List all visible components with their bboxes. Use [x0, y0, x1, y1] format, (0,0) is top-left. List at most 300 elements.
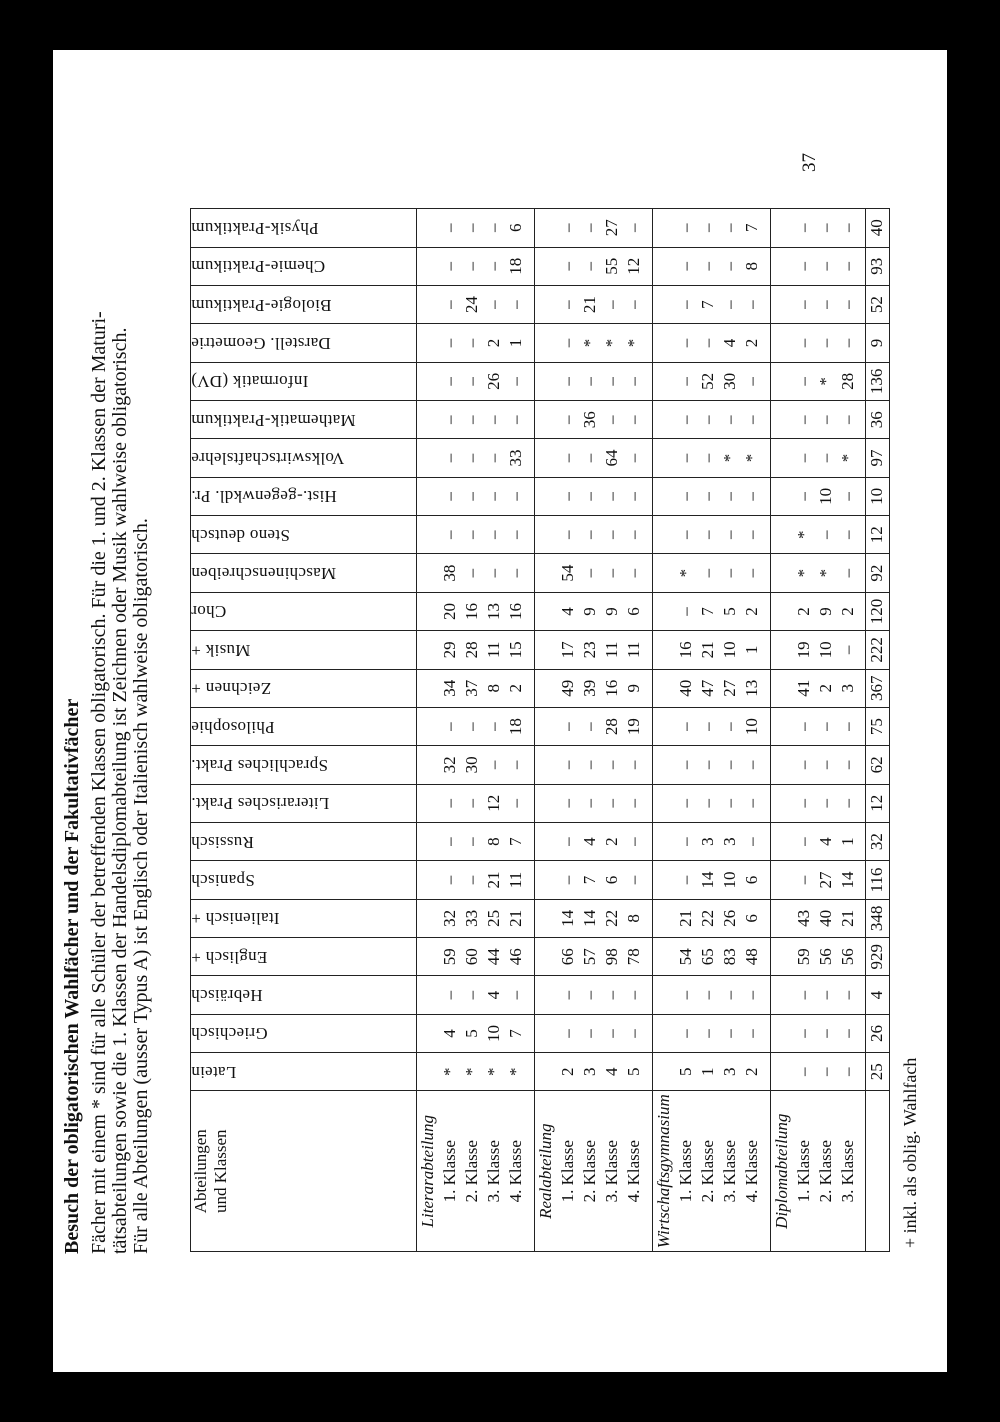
column-header-label: Informatik (DV): [191, 372, 309, 392]
column-header: [191, 247, 417, 285]
cell-value: 65: [697, 948, 717, 966]
column-header: [191, 477, 417, 515]
spacer: [535, 785, 557, 822]
class-label: 2. Klasse: [579, 1140, 599, 1203]
cell-value: –: [623, 990, 643, 1000]
cell-value: 49: [557, 679, 577, 697]
value-cell: [652, 938, 770, 976]
cell-value: –: [440, 377, 459, 386]
class-label: 2. Klasse: [815, 1140, 835, 1203]
value-cell: [770, 669, 865, 707]
cell-value: –: [462, 837, 481, 846]
cell-value: –: [462, 799, 481, 808]
cell-value: –: [484, 722, 503, 731]
cell-value: –: [484, 453, 503, 463]
cell-value: –: [837, 760, 857, 770]
spacer: [771, 248, 793, 285]
cell-value: 2: [484, 338, 503, 348]
section-name: Wirtschaftsgymnasium: [653, 1094, 673, 1249]
section-row-header: [534, 1091, 652, 1252]
spacer: [771, 478, 793, 515]
cell-value: –: [793, 760, 813, 770]
cell-value: –: [741, 415, 761, 424]
spacer: [417, 976, 439, 1013]
spacer: [653, 670, 675, 707]
cell-value: –: [601, 377, 621, 386]
value-cell: [417, 707, 535, 745]
spacer: [417, 938, 439, 975]
cell-value: –: [579, 453, 599, 463]
cell-value: 10: [719, 641, 739, 659]
column-header-label: Physik-Praktikum: [191, 218, 319, 238]
value-cell: [652, 899, 770, 937]
cell-value: 48: [741, 948, 761, 966]
column-header-label: Spanisch: [191, 871, 255, 890]
cell-value: 4: [601, 1067, 621, 1077]
cell-value: –: [719, 1029, 739, 1038]
cell-value: 57: [579, 948, 599, 966]
cell-value: –: [719, 990, 739, 1000]
value-cell: [417, 899, 535, 937]
section-row: [417, 209, 535, 1252]
column-header-label: Latein: [191, 1062, 237, 1082]
cell-value: –: [623, 492, 643, 501]
column-header-label: Sprachliches Prakt.: [191, 755, 328, 775]
cell-value: –: [837, 1067, 857, 1077]
column-header: [191, 554, 417, 592]
cell-value: *: [793, 530, 813, 540]
cell-value: 10: [815, 487, 835, 505]
cell-value: 28: [601, 718, 621, 736]
cell-value: –: [462, 492, 481, 501]
cell-value: 8: [484, 683, 503, 693]
cell-value: –: [697, 760, 717, 770]
cell-value: –: [675, 262, 695, 271]
column-header: [191, 285, 417, 323]
spacer: [771, 516, 793, 553]
spacer: [653, 401, 675, 438]
column-header: [191, 1014, 417, 1052]
column-header: [191, 899, 417, 937]
spacer: [535, 401, 557, 438]
cell-value: 10: [484, 1024, 503, 1042]
total-value: 52: [865, 285, 890, 323]
spacer: [535, 670, 557, 707]
cell-value: –: [623, 300, 643, 309]
cell-value: 46: [506, 948, 525, 966]
total-value: 92: [865, 554, 890, 592]
cell-value: –: [741, 1029, 761, 1038]
cell-value: –: [719, 760, 739, 770]
column-header: [191, 707, 417, 745]
spacer: [535, 823, 557, 860]
value-cell: [652, 324, 770, 362]
cell-value: –: [793, 837, 813, 846]
cell-value: –: [837, 990, 857, 1000]
total-value: 348: [865, 899, 890, 937]
cell-value: 4: [484, 990, 503, 1000]
cell-value: 16: [462, 602, 481, 620]
total-value: 116: [865, 861, 890, 899]
column-header: [191, 592, 417, 630]
total-value: 222: [865, 631, 890, 669]
class-label: 1. Klasse: [793, 1140, 813, 1203]
cell-value: –: [601, 530, 621, 540]
cell-value: 34: [440, 679, 459, 697]
cell-value: 23: [579, 641, 599, 659]
cell-value: 10: [815, 641, 835, 659]
cell-value: 33: [462, 909, 481, 927]
value-cell: [534, 439, 652, 477]
value-cell: [417, 746, 535, 784]
column-header: [191, 631, 417, 669]
spacer: [417, 209, 439, 247]
spacer: [535, 286, 557, 323]
class-label: 4. Klasse: [741, 1140, 761, 1203]
cell-value: –: [793, 1029, 813, 1038]
rotated-content: [53, 50, 947, 1372]
cell-value: –: [697, 338, 717, 348]
cell-value: –: [557, 377, 577, 386]
cell-value: 41: [793, 679, 813, 697]
column-header-label: Hist.-gegenwkdl. Pr.: [191, 487, 337, 507]
spacer: [653, 938, 675, 975]
cell-value: 24: [462, 296, 481, 314]
cell-value: –: [741, 300, 761, 309]
intro-line: Fächer mit einem * sind für alle Schüler der betreffenden Klassen obligatorisch. Für die 1. und 2. Klassen der Maturi-: [88, 311, 110, 1254]
cell-value: 22: [697, 909, 717, 927]
cell-value: –: [623, 530, 643, 540]
cell-value: –: [815, 722, 835, 731]
cell-value: 1: [697, 1067, 717, 1077]
cell-value: –: [837, 530, 857, 540]
cell-value: –: [815, 300, 835, 309]
spacer: [535, 248, 557, 285]
spacer: [535, 554, 557, 591]
cell-value: –: [623, 568, 643, 578]
cell-value: 9: [601, 607, 621, 616]
cell-value: –: [741, 760, 761, 770]
cell-value: –: [557, 837, 577, 846]
cell-value: –: [579, 760, 599, 770]
cell-value: –: [440, 415, 459, 424]
column-header-label: Englisch +: [191, 947, 268, 967]
cell-value: –: [440, 492, 459, 501]
value-cell: [534, 669, 652, 707]
cell-value: –: [579, 223, 599, 233]
cell-value: 2: [741, 338, 761, 348]
value-cell: [652, 362, 770, 400]
total-value: 136: [865, 362, 890, 400]
cell-value: 12: [623, 257, 643, 275]
cell-value: –: [579, 377, 599, 386]
cell-value: –: [793, 1067, 813, 1077]
cell-value: –: [675, 492, 695, 501]
value-cell: [652, 746, 770, 784]
cell-value: 5: [675, 1067, 695, 1077]
spacer: [771, 324, 793, 361]
value-cell: [417, 554, 535, 592]
total-value: 9: [865, 324, 890, 362]
spacer: [771, 708, 793, 745]
value-cell: [770, 209, 865, 248]
total-value: 10: [865, 477, 890, 515]
spacer: [417, 248, 439, 285]
spacer: [653, 708, 675, 745]
column-header: [191, 938, 417, 976]
cell-value: 21: [837, 909, 857, 927]
cell-value: *: [675, 568, 695, 578]
value-cell: [417, 822, 535, 860]
cell-value: *: [741, 453, 761, 463]
spacer: [417, 478, 439, 515]
cell-value: –: [623, 760, 643, 770]
cell-value: –: [719, 492, 739, 501]
cell-value: –: [837, 262, 857, 271]
spacer: [771, 1015, 793, 1052]
value-cell: [534, 631, 652, 669]
corner-label: und Klassen: [211, 1129, 230, 1214]
cell-value: –: [440, 338, 459, 348]
cell-value: 14: [579, 909, 599, 927]
total-value: 36: [865, 401, 890, 439]
cell-value: 4: [815, 837, 835, 846]
column-header-label: Volkswirtschaftslehre: [191, 449, 345, 469]
cell-value: 21: [579, 296, 599, 314]
spacer: [535, 938, 557, 975]
value-cell: [770, 1053, 865, 1091]
cell-value: 7: [506, 837, 525, 846]
value-cell: [770, 822, 865, 860]
cell-value: –: [837, 722, 857, 731]
spacer: [771, 976, 793, 1013]
spacer: [771, 823, 793, 860]
spacer: [417, 286, 439, 323]
cell-value: –: [506, 799, 525, 808]
value-cell: [652, 861, 770, 899]
column-header: [191, 784, 417, 822]
subject-attendance-table: [190, 208, 890, 1252]
cell-value: 98: [601, 948, 621, 966]
spacer: [417, 900, 439, 937]
spacer: [417, 439, 439, 476]
spacer: [653, 478, 675, 515]
cell-value: –: [697, 722, 717, 731]
cell-value: 39: [579, 679, 599, 697]
document-page: [53, 50, 947, 1372]
cell-value: –: [484, 223, 503, 233]
cell-value: 10: [741, 718, 761, 736]
cell-value: –: [793, 338, 813, 348]
spacer: [653, 976, 675, 1013]
cell-value: –: [557, 722, 577, 731]
value-cell: [652, 247, 770, 285]
value-cell: [417, 592, 535, 630]
value-cell: [652, 285, 770, 323]
spacer: [771, 670, 793, 707]
cell-value: 66: [557, 948, 577, 966]
value-cell: [652, 707, 770, 745]
cell-value: –: [815, 799, 835, 808]
value-cell: [652, 477, 770, 515]
header-row: [191, 209, 417, 1252]
cell-value: –: [579, 990, 599, 1000]
cell-value: 9: [815, 607, 835, 616]
cell-value: –: [623, 377, 643, 386]
value-cell: [417, 362, 535, 400]
cell-value: 14: [837, 871, 857, 889]
value-cell: [770, 285, 865, 323]
cell-value: –: [557, 799, 577, 808]
value-cell: [652, 439, 770, 477]
cell-value: 3: [837, 683, 857, 693]
spacer: [653, 861, 675, 898]
cell-value: 64: [601, 449, 621, 467]
section-name: Diplomabteilung: [771, 1113, 791, 1229]
cell-value: –: [793, 300, 813, 309]
cell-value: –: [557, 415, 577, 424]
value-cell: [652, 592, 770, 630]
value-cell: [417, 631, 535, 669]
column-header: [191, 669, 417, 707]
value-cell: [770, 401, 865, 439]
cell-value: *: [601, 338, 621, 348]
cell-value: 14: [697, 871, 717, 889]
total-value: 12: [865, 784, 890, 822]
cell-value: 54: [557, 564, 577, 582]
total-value: 62: [865, 746, 890, 784]
cell-value: *: [793, 568, 813, 578]
cell-value: 16: [675, 641, 695, 659]
cell-value: –: [741, 492, 761, 501]
spacer: [771, 746, 793, 783]
value-cell: [652, 1014, 770, 1052]
spacer: [417, 324, 439, 361]
value-cell: [534, 247, 652, 285]
column-header-label: Steno deutsch: [191, 525, 290, 545]
cell-value: –: [719, 223, 739, 233]
cell-value: 59: [440, 948, 459, 966]
cell-value: –: [462, 722, 481, 731]
cell-value: –: [675, 223, 695, 233]
spacer: [653, 439, 675, 476]
cell-value: –: [719, 300, 739, 309]
column-header-label: Musik +: [191, 640, 251, 660]
cell-value: –: [793, 377, 813, 386]
spacer: [653, 785, 675, 822]
cell-value: –: [557, 262, 577, 271]
value-cell: [770, 324, 865, 362]
column-header: [191, 324, 417, 362]
cell-value: –: [675, 990, 695, 1000]
spacer: [535, 1015, 557, 1052]
cell-value: 13: [741, 679, 761, 697]
cell-value: –: [557, 338, 577, 348]
cell-value: –: [579, 722, 599, 731]
column-header-label: Biologie-Praktikum: [191, 295, 332, 315]
cell-value: 2: [557, 1067, 577, 1077]
cell-value: –: [623, 453, 643, 463]
cell-value: –: [697, 262, 717, 271]
cell-value: –: [675, 338, 695, 348]
spacer: [653, 248, 675, 285]
value-cell: [652, 401, 770, 439]
cell-value: –: [675, 607, 695, 616]
cell-value: –: [601, 492, 621, 501]
cell-value: –: [579, 530, 599, 540]
cell-value: –: [462, 338, 481, 348]
value-cell: [770, 784, 865, 822]
spacer: [417, 746, 439, 783]
column-header-label: Zeichnen +: [191, 679, 272, 699]
value-cell: [770, 516, 865, 554]
value-cell: [417, 976, 535, 1014]
cell-value: –: [506, 530, 525, 540]
column-header-label: Hebräisch: [191, 986, 263, 1006]
cell-value: –: [815, 415, 835, 424]
cell-value: –: [440, 837, 459, 846]
value-cell: [417, 477, 535, 515]
value-cell: [770, 899, 865, 937]
column-header-label: Darstell. Geometrie: [191, 333, 331, 353]
total-value: 367: [865, 669, 890, 707]
value-cell: [417, 516, 535, 554]
spacer: [535, 900, 557, 937]
spacer: [653, 593, 675, 630]
cell-value: –: [484, 262, 503, 271]
cell-value: 4: [579, 837, 599, 846]
spacer: [535, 1053, 557, 1090]
spacer: [417, 401, 439, 438]
value-cell: [534, 324, 652, 362]
cell-value: –: [484, 300, 503, 309]
value-cell: [652, 1053, 770, 1091]
spacer: [417, 708, 439, 745]
cell-value: –: [579, 799, 599, 808]
cell-value: 43: [793, 909, 813, 927]
cell-value: –: [440, 223, 459, 233]
cell-value: 27: [601, 219, 621, 237]
value-cell: [652, 631, 770, 669]
value-cell: [770, 976, 865, 1014]
spacer: [535, 439, 557, 476]
cell-value: –: [793, 262, 813, 271]
cell-value: 2: [815, 683, 835, 693]
cell-value: 14: [557, 909, 577, 927]
value-cell: [770, 592, 865, 630]
column-header-label: Chor: [191, 602, 227, 622]
value-cell: [770, 631, 865, 669]
total-value: 75: [865, 707, 890, 745]
cell-value: –: [623, 415, 643, 424]
cell-value: –: [815, 338, 835, 348]
cell-value: –: [675, 875, 695, 885]
footnote: + inkl. als oblig. Wahlfach: [900, 1057, 920, 1248]
cell-value: 8: [741, 262, 761, 271]
value-cell: [417, 247, 535, 285]
spacer: [771, 401, 793, 438]
cell-value: 33: [506, 449, 525, 467]
cell-value: –: [793, 453, 813, 463]
cell-value: 30: [719, 372, 739, 390]
cell-value: –: [741, 990, 761, 1000]
cell-value: –: [675, 300, 695, 309]
section-row: [534, 209, 652, 1252]
cell-value: 2: [741, 1067, 761, 1077]
value-cell: [770, 938, 865, 976]
cell-value: –: [719, 530, 739, 540]
section-name: Realabteilung: [535, 1123, 555, 1219]
